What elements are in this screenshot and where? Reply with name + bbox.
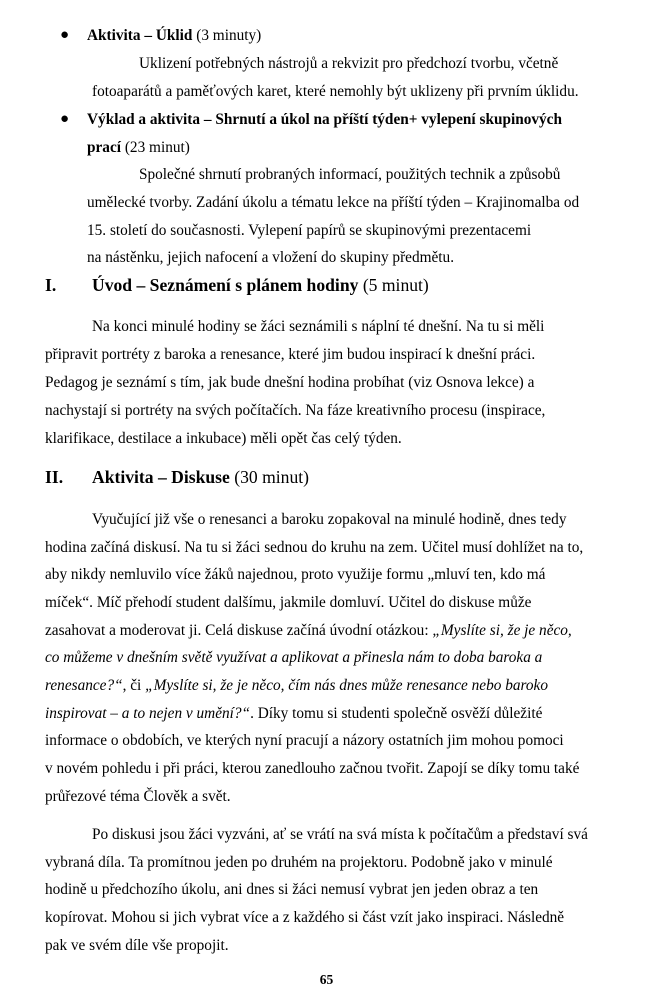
section-2-p2-line: pak ve svém díle vše propojit. [45, 937, 229, 954]
section-2-line [45, 705, 542, 723]
bullet-2-title-line1: Výklad a aktivita – Shrnutí a úkol na příští týden+ vylepení skupinových [87, 111, 562, 128]
section-2-line: aby nikdy nemluvilo více žáků najednou, proto využije formu „mluví ten, kdo má [45, 566, 546, 583]
section-2-title: Aktivita – Diskuse [92, 467, 230, 487]
bullet-2-title [87, 111, 562, 129]
bullet-2-line: Společné shrnutí probraných informací, použitých technik a způsobů [139, 166, 561, 183]
section-2-p2-line: Po diskusi jsou žáci vyzváni, ať se vrátí na svá místa k počítačům a představí svá [92, 826, 588, 843]
section-2-question: „Myslíte si, že je něco, [432, 622, 572, 639]
section-2-question: co můžeme v dnešním světě využívat a aplikovat a přinesla nám to doba baroka a [45, 649, 543, 666]
section-2-question: inspirovat – a to nejen v umění?“ [45, 705, 251, 722]
bullet-2-duration: (23 minut) [124, 139, 190, 156]
section-2-line: míček“. Míč přehodí student dalšímu, jakmile domluví. Učitel do diskuse může [45, 594, 532, 611]
bullet-2-title-line2 [87, 139, 190, 157]
section-1-line: Pedagog je seznámí s tím, jak bude dnešní hodina probíhat (viz Osnova lekce) a [45, 374, 535, 391]
bullet-1-line: Uklizení potřebných nástrojů a rekvizit pro předchozí tvorbu, včetně [139, 55, 559, 72]
section-2-heading [92, 467, 309, 488]
section-2-line: průřezové téma Člověk a svět. [45, 788, 231, 805]
section-1-numeral-text: I. [45, 275, 57, 295]
bullet-2-line: 15. století do současnosti. Vylepení papírů se skupinovými prezentacemi [87, 222, 532, 239]
section-2-text: zasahovat a moderovat ji. Celá diskuse začíná úvodní otázkou: [45, 622, 433, 639]
bullet-1-heading [87, 27, 261, 45]
bullet-dot-icon: ● [60, 27, 70, 43]
section-2-numeral [45, 467, 63, 488]
bullet-2-title-word: prací [87, 139, 121, 156]
section-1-line: klarifikace, destilace a inkubace) měli opět čas celý týden. [45, 430, 402, 447]
section-1-heading [92, 275, 429, 296]
section-2-line: v novém pohledu i při práci, kterou zanedlouho začnou tvořit. Zapojí se díky tomu také [45, 760, 580, 777]
section-2-line [45, 649, 542, 667]
section-2-p2-line: hodině u předchozího úkolu, ani dnes si žáci nemusí vybrat jen jeden obraz a ten [45, 881, 539, 898]
section-1-line: nachystají si portréty na svých počítačích. Na fáze kreativního procesu (inspirace, [45, 402, 546, 419]
bullet-2-line: na nástěnku, jejich nafocení a vložení do skupiny předmětu. [87, 249, 455, 266]
section-1-line: připravit portréty z baroka a renesance, které jim budou inspirací k dnešní práci. [45, 346, 536, 363]
section-2-question: „Myslíte si, že je něco, čím nás dnes může renesance nebo baroko [145, 677, 548, 694]
section-2-line [45, 677, 548, 695]
section-2-line: Vyučující již vše o renesanci a baroku zopakoval na minulé hodině, dnes tedy [92, 511, 567, 528]
section-2-text: , či [122, 677, 146, 694]
bullet-1-title: Aktivita – Úklid [87, 27, 193, 44]
section-1-duration: (5 minut) [362, 275, 429, 295]
section-1-title: Úvod – Seznámení s plánem hodiny [92, 275, 359, 295]
section-2-line [45, 622, 572, 640]
bullet-1-duration: (3 minuty) [196, 27, 262, 44]
bullet-1-line: fotoaparátů a paměťových karet, které nemohly být uklizeny při prvním úklidu. [92, 83, 579, 100]
section-2-line: informace o obdobích, ve kterých nyní pracují a názory ostatních jim mohou pomoci [45, 732, 564, 749]
section-2-text: . Díky tomu si studenti společně osvěží důležité [250, 705, 543, 722]
page-number: 65 [319, 972, 334, 987]
section-2-numeral-text: II. [45, 467, 64, 487]
bullet-2-line: umělecké tvorby. Zadání úkolu a tématu lekce na příští týden – Krajinomalba od [87, 194, 580, 211]
section-1-numeral [45, 275, 56, 296]
section-2-question: renesance?“ [45, 677, 123, 694]
bullet-dot-icon: ● [60, 111, 70, 127]
section-1-line: Na konci minulé hodiny se žáci seznámili s náplní té dnešní. Na tu si měli [92, 318, 545, 335]
section-2-duration: (30 minut) [234, 467, 310, 487]
section-2-line: hodina začíná diskusí. Na tu si žáci sednou do kruhu na zem. Učitel musí dohlížet na to, [45, 539, 584, 556]
section-2-p2-line: kopírovat. Mohou si jich vybrat více a z každého si část vzít jako inspiraci. Následně [45, 909, 565, 926]
section-2-p2-line: vybraná díla. Ta promítnou jeden po druhém na projektoru. Podobně jako v minulé [45, 854, 553, 871]
